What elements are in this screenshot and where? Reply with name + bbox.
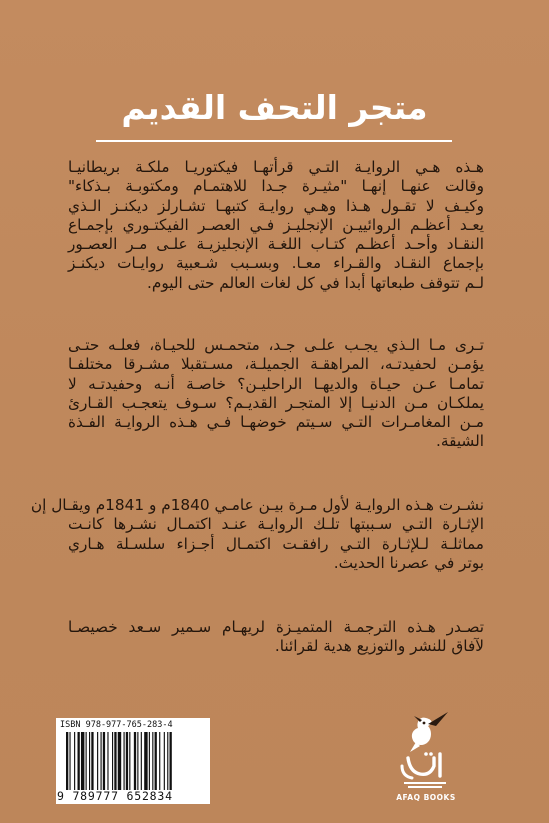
barcode-bar [66, 732, 68, 790]
text-line: لآفاق للنشر والتوزيع هدية لقرائنا. [274, 637, 484, 656]
barcode-bar [89, 732, 90, 790]
text-line: تصـدر هـذه الترجمـة المتميـزة لريهـام سـمير سـعد خصيصـا [68, 618, 484, 636]
barcode-bar [129, 732, 130, 790]
barcode-bar [97, 732, 98, 790]
barcode-bar [152, 732, 153, 790]
text-line: يؤمـن لحفيدتـه، المراهقـة الجميلـة، مسـتقبلا مشـرقا مختلفـا [68, 355, 484, 374]
title-divider [96, 140, 452, 142]
barcode-bar [103, 732, 105, 790]
publisher-name-en: AFAQ BOOKS [396, 793, 456, 802]
text-line: وكيـف لا تقـول هـذا وهـي روايـة كتبهـا تشـارلز ديكنـز الـذي [68, 196, 484, 215]
text-line: مـن المغامـرات التـي سـيتم خوضهـا فـي هـذه الروايـة الفـذة [68, 413, 484, 432]
barcode-bar [167, 732, 168, 790]
text-line: تمامـا عـن حيـاة والديهـا الراحليـن؟ خاصـة أنـه وحفيدتـه لا [68, 374, 484, 393]
text-line: يعـد أعظـم الروائييـن الإنجليـز فـي العصـر الفيكتـوري بإجمـاع [68, 215, 484, 234]
text-line: وقالت عنهـا إنهـا "مثيـرة جـدا للاهتمـام ومكتوبـة بـذكاء" [68, 177, 484, 196]
synopsis-paragraph-1 [68, 158, 484, 293]
barcode-bar [91, 732, 93, 790]
text-line: بوتر في عصرنا الحديث. [333, 553, 484, 572]
text-line: نشـرت هـذه الروايـة لأول مـرة بيـن عامـي 1840م و 1841م ويقـال إن [30, 496, 484, 514]
text-line: لـم تتوقف طبعاتها أبدا في كل لغات العالم حتى اليوم. [146, 273, 484, 292]
barcode-bar [107, 732, 108, 790]
barcode-bar [124, 732, 125, 790]
barcode-bars [66, 732, 202, 790]
isbn-barcode [56, 718, 210, 804]
barcode-bar [164, 732, 165, 790]
barcode-bar [112, 732, 113, 790]
barcode-bar [118, 732, 121, 790]
synopsis-paragraph-4 [68, 618, 484, 657]
text-line: الشيقة. [436, 432, 484, 451]
synopsis-paragraph-3 [30, 496, 484, 573]
barcode-bar [149, 732, 150, 790]
barcode-bar [170, 732, 172, 790]
barcode-bar [101, 732, 102, 790]
text-line: الإثـارة التـي سـببتها تلـك الروايـة عنـد اكتمـال نشـرها كانـت [68, 515, 484, 534]
barcode-bar [126, 732, 128, 790]
barcode-bar [141, 732, 142, 790]
barcode-bar [78, 732, 80, 790]
text-line: النقـاد وأحـد أعظـم كتـاب اللغـة الإنجليزيـة علـى مـر العصـور [68, 235, 484, 254]
barcode-bar [69, 732, 70, 790]
text-line: مماثلـة لـلإثـارة التـي رافقـت اكتمـال أجـزاء سلسـلة هـاري [68, 534, 484, 553]
barcode-digits: 9 789777 652834 [57, 789, 173, 803]
barcode-bar [74, 732, 75, 790]
text-line: تـرى مـا الـذي يجـب علـى جـد، متحمـس للحيـاة، فعلـه حتـى [68, 336, 484, 354]
barcode-bar [86, 732, 87, 790]
text-line: يملكـان مـن الدنيـا إلا المتجـر القديـم؟ سـوف يتعجـب القـارئ [68, 393, 484, 412]
synopsis-paragraph-2 [68, 336, 484, 452]
barcode-bar [159, 732, 160, 790]
barcode-bar [144, 732, 147, 790]
barcode-bar [137, 732, 138, 790]
barcode-bar [134, 732, 136, 790]
text-line: هـذه هـي الروايـة التـي قرأتهـا فيكتوريـا ملكـة بريطانيـا [68, 158, 484, 176]
barcode-bar [81, 732, 84, 790]
text-line: بإجماع النقـاد والقـراء معـا. وبسـبب شـعبية روايـات ديكنـز [68, 254, 484, 273]
isbn-label: ISBN 978-977-765-283-4 [60, 720, 173, 730]
book-title: متجر التحف القديم [121, 88, 428, 127]
barcode-bar [114, 732, 116, 790]
barcode-bar [155, 732, 157, 790]
